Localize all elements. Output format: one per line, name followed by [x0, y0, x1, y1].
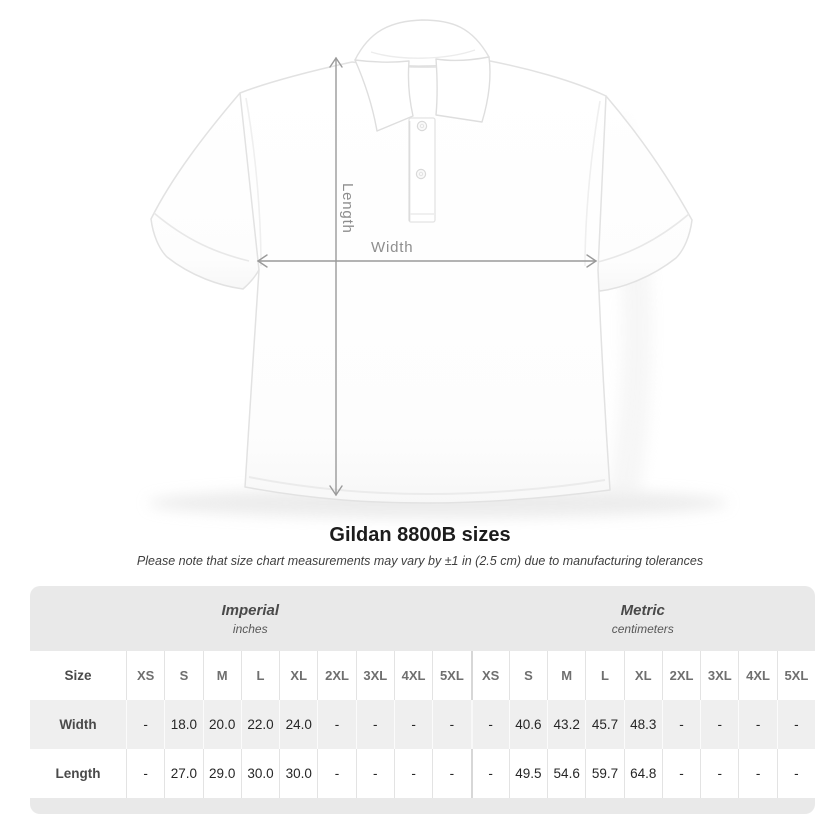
length-value-cell: - [471, 749, 509, 798]
length-measure-label: Length [339, 183, 356, 234]
table-footer-band [30, 798, 815, 814]
length-row [30, 749, 815, 798]
size-header-cell: XL [624, 651, 662, 700]
metric-header [471, 586, 816, 651]
size-header-cell: S [164, 651, 202, 700]
width-value-cell: - [662, 700, 700, 749]
size-header-cell: XS [471, 651, 509, 700]
length-value-cell: 59.7 [585, 749, 623, 798]
width-value-cell: 40.6 [509, 700, 547, 749]
metric-subtitle: centimeters [611, 621, 674, 636]
length-value-cell: - [317, 749, 355, 798]
width-value-cell: - [317, 700, 355, 749]
length-value-cell: 30.0 [241, 749, 279, 798]
width-value-cell: - [471, 700, 509, 749]
size-header-cell: 5XL [777, 651, 815, 700]
size-table [30, 586, 815, 814]
width-value-cell: 24.0 [279, 700, 317, 749]
length-value-cell: 49.5 [509, 749, 547, 798]
imperial-header [30, 586, 471, 651]
width-value-cell: - [738, 700, 776, 749]
size-header-cell: XS [126, 651, 164, 700]
length-row-label: Length [55, 766, 101, 781]
width-value-cell: 43.2 [547, 700, 585, 749]
size-header-cell: 4XL [738, 651, 776, 700]
size-header-cell: 5XL [432, 651, 470, 700]
width-value-cell: 18.0 [164, 700, 202, 749]
tolerance-note: Please note that size chart measurements may vary by ±1 in (2.5 cm) due to manufacturing tolerances [136, 554, 704, 568]
size-header-cell: 2XL [317, 651, 355, 700]
width-value-cell: - [356, 700, 394, 749]
width-row [30, 700, 815, 749]
size-header-cell: 3XL [700, 651, 738, 700]
length-value-cell: - [662, 749, 700, 798]
length-value-cell: - [356, 749, 394, 798]
width-value-cell: - [777, 700, 815, 749]
width-value-cell: 48.3 [624, 700, 662, 749]
width-value-cell: 45.7 [585, 700, 623, 749]
metric-title: Metric [620, 601, 665, 619]
size-header-cell: M [203, 651, 241, 700]
length-value-cell: 30.0 [279, 749, 317, 798]
width-value-cell: 22.0 [241, 700, 279, 749]
width-value-cell: 20.0 [203, 700, 241, 749]
width-value-cell: - [126, 700, 164, 749]
button-top [417, 121, 426, 130]
button-bottom [416, 169, 425, 178]
length-value-cell: 29.0 [203, 749, 241, 798]
length-value-cell: - [394, 749, 432, 798]
length-value-cell: - [126, 749, 164, 798]
size-header-cell: XL [279, 651, 317, 700]
length-value-cell: - [777, 749, 815, 798]
length-value-cell: - [432, 749, 470, 798]
length-value-cell: - [700, 749, 738, 798]
length-value-cell: 64.8 [624, 749, 662, 798]
placket [409, 118, 435, 222]
length-value-cell: 54.6 [547, 749, 585, 798]
size-header-cell: L [241, 651, 279, 700]
imperial-title: Imperial [221, 601, 280, 619]
size-header-cell: L [585, 651, 623, 700]
width-value-cell: - [700, 700, 738, 749]
size-header-cell: 2XL [662, 651, 700, 700]
width-value-cell: - [394, 700, 432, 749]
table-unit-header [30, 586, 815, 651]
size-header-cell: M [547, 651, 585, 700]
width-value-cell: - [432, 700, 470, 749]
size-row [30, 651, 815, 700]
page-title: Gildan 8800B sizes [329, 524, 511, 546]
length-value-cell: - [738, 749, 776, 798]
width-row-label: Width [59, 717, 97, 732]
size-header-cell: 4XL [394, 651, 432, 700]
size-header-cell: 3XL [356, 651, 394, 700]
size-row-label: Size [64, 668, 92, 683]
length-value-cell: 27.0 [164, 749, 202, 798]
size-header-cell: S [509, 651, 547, 700]
width-measure-label: Width [371, 239, 414, 256]
imperial-subtitle: inches [232, 621, 268, 636]
